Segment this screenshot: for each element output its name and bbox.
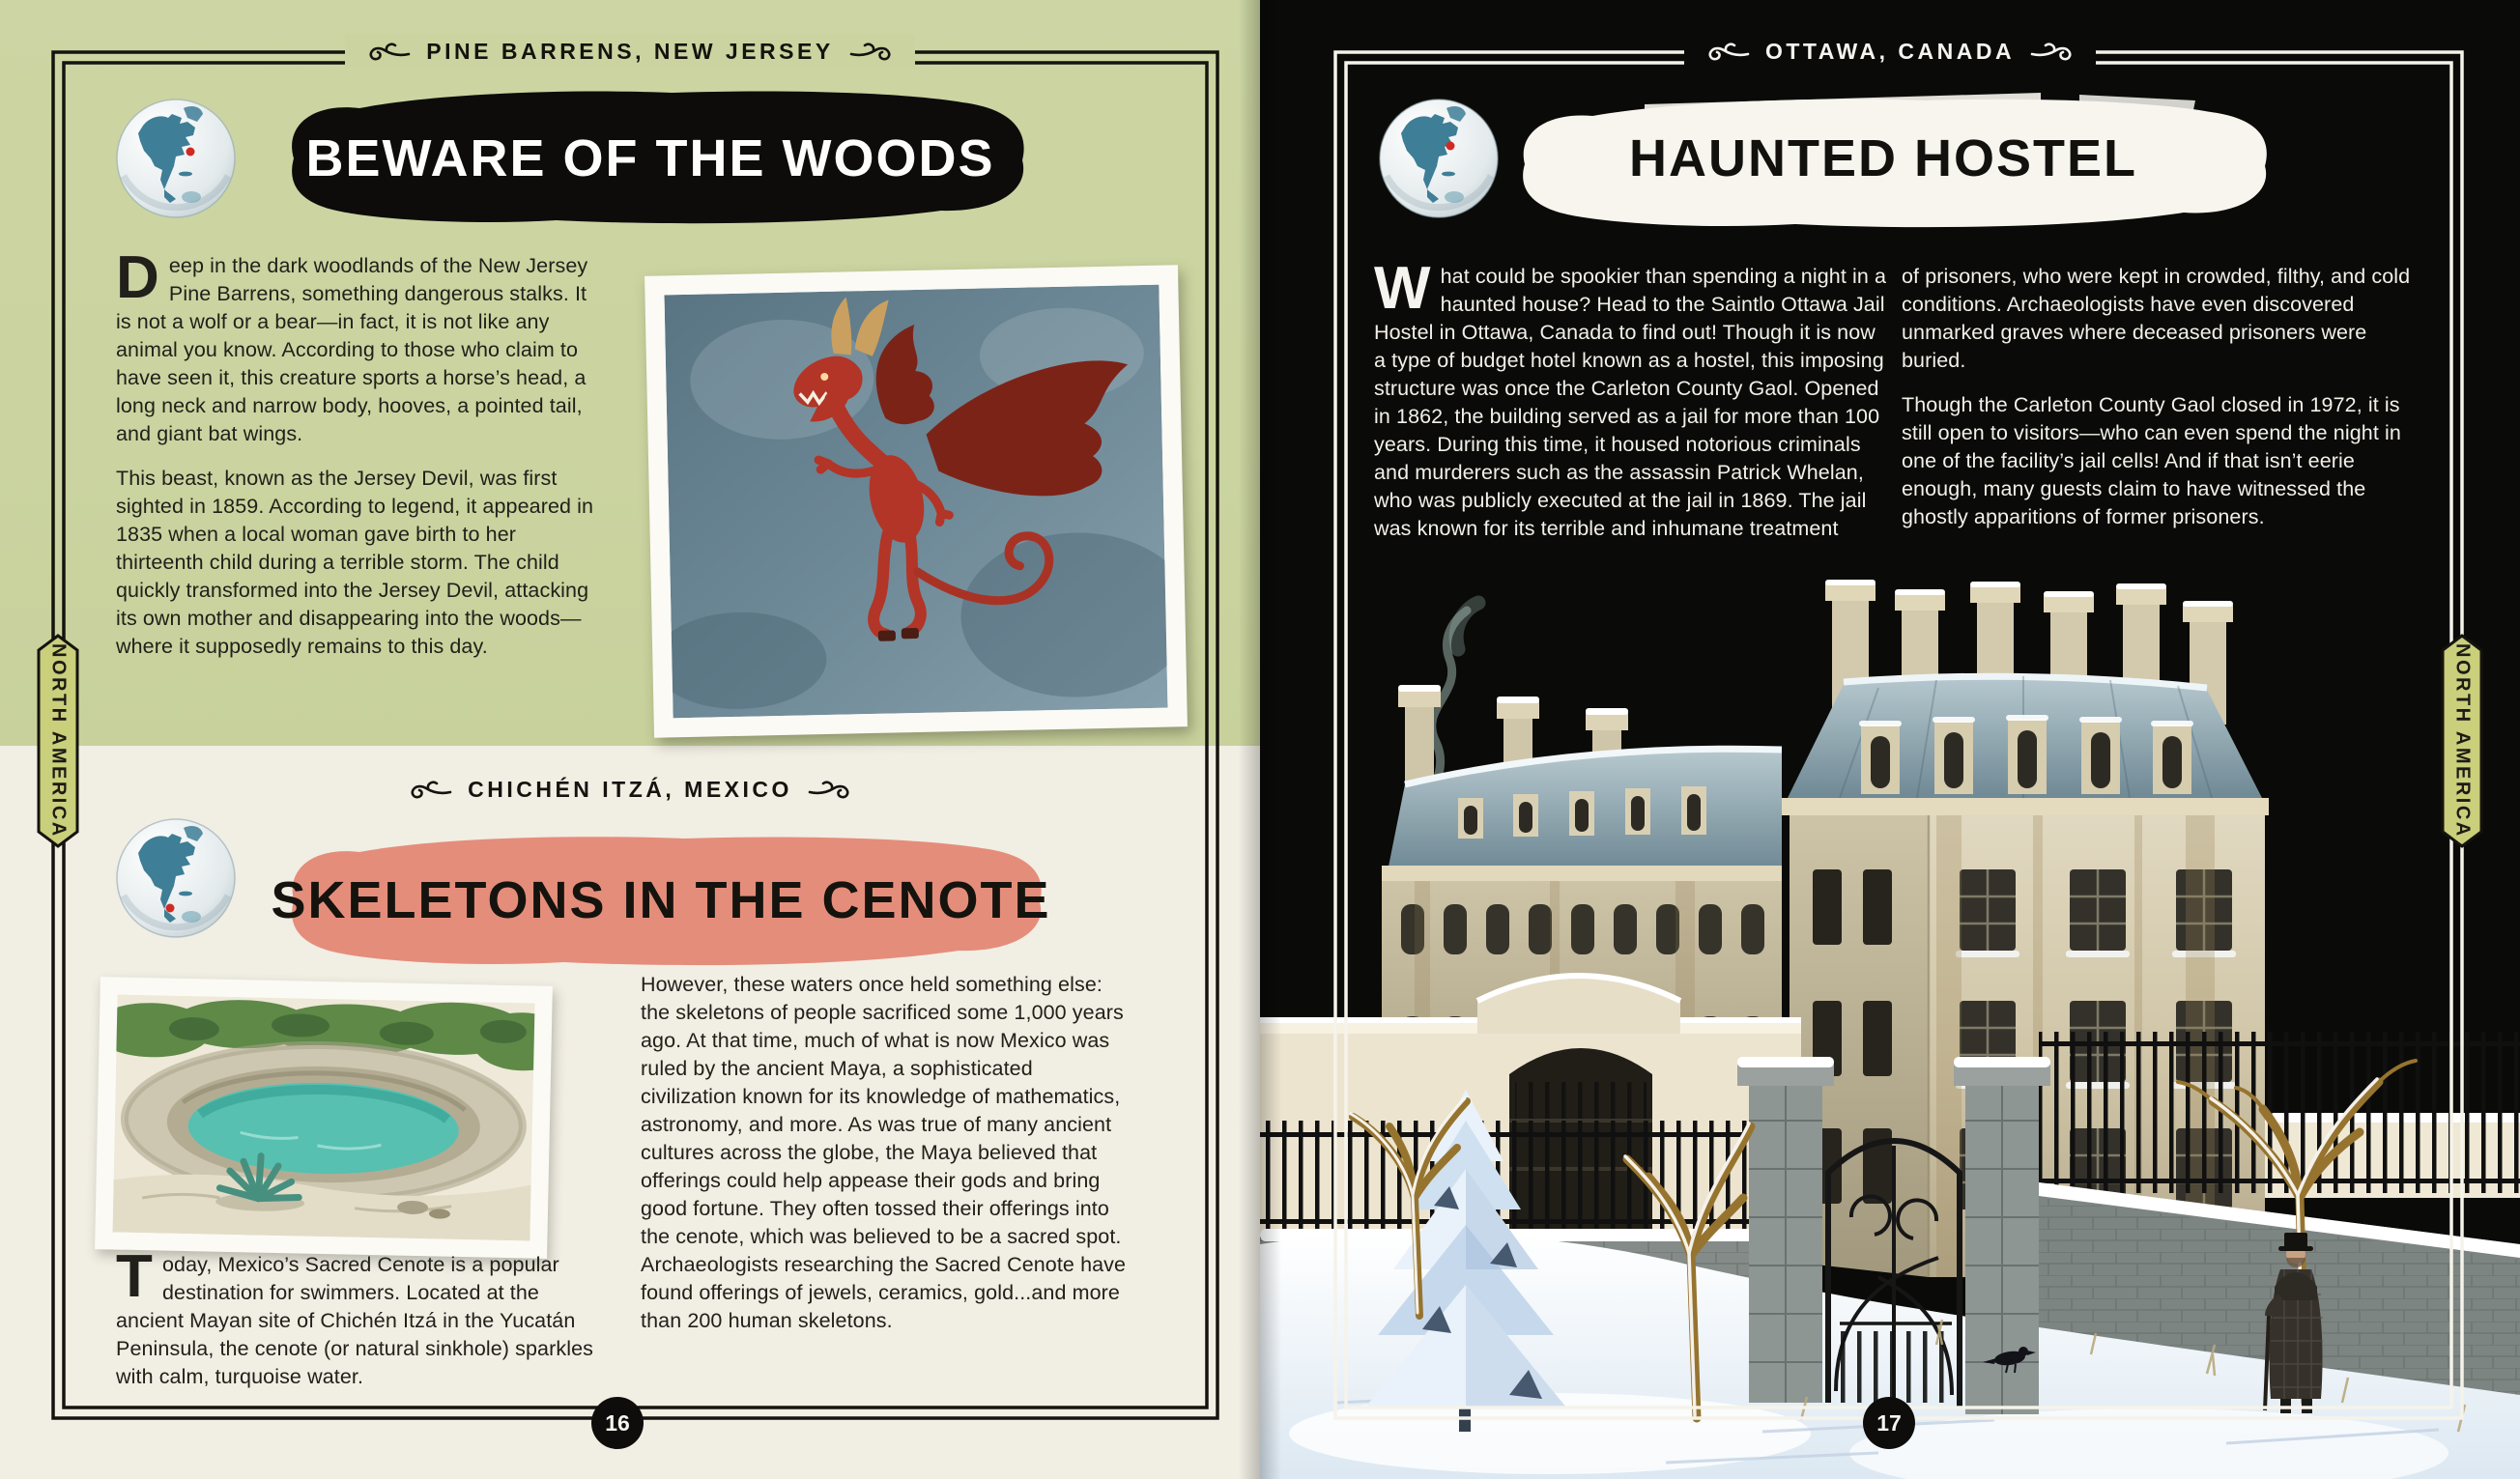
section1-paragraph-1: Deep in the dark woodlands of the New Jersey Pine Barrens, something dangerous stalks. It is not a wolf or a bear—in fact, it is not like any animal you know. According to those who claim to have seen it, this creature sports a horse’s head, a long neck and narrow body, hooves, a pointed tail, and giant bat wings.: [116, 244, 588, 445]
section2-left-paragraph: Today, Mexico’s Sacred Cenote is a popular destination for swimmers. Located at the ancient Mayan site of Chichén Itzá in the Yucatán Peninsula, the cenote (or natural sinkhole) sparkles with calm, turquoise water.: [116, 1243, 593, 1388]
region-tab-north-america: [2439, 633, 2485, 849]
page-right: [1260, 0, 2520, 1479]
page-number-left: 16: [591, 1397, 644, 1449]
section2-kicker-row: [0, 773, 1260, 807]
globe-north-america-icon: [114, 97, 238, 220]
right-kicker-row: [1260, 35, 2520, 69]
cenote-illustration: [95, 977, 553, 1259]
swirl-ornament-left-icon: [364, 42, 411, 63]
section2-dropcap: T: [116, 1243, 153, 1310]
page-number-right: 17: [1863, 1397, 1915, 1449]
right-col1-paragraph: What could be spookier than spending a night in a haunted house? Head to the Saintlo Ottawa Jail Hostel in Ottawa, Canada to find out! Though it is now a type of budget hotel known as a hostel, this imposing structure was once the Carleton County Gaol. Opened in 1862, the building served as a jail for more than 100 years. During this time, it housed notorious criminals and murderers such as the assassin Patrick Whelan, who was publicly executed at the jail in 1869. The jail was known for its terrible and inhumane treatment: [1374, 255, 1887, 540]
title-banner-section1: [267, 87, 1034, 230]
region-tab-label: NORTH AMERICA: [47, 643, 70, 839]
swirl-ornament-right-icon: [2030, 42, 2076, 63]
right-column-1: [1374, 255, 1890, 543]
section2-title: SKELETONS IN THE CENOTE: [271, 871, 1051, 929]
section1-dropcap: D: [116, 244, 159, 311]
right-column-2: [1902, 263, 2418, 531]
region-tab-label: NORTH AMERICA: [2451, 643, 2474, 839]
section1-body: [116, 244, 601, 661]
section1-kicker: PINE BARRENS, NEW JERSEY: [426, 39, 834, 64]
prison-illustration: [1260, 580, 2520, 1479]
right-kicker: OTTAWA, CANADA: [1764, 39, 2016, 64]
section1-title: BEWARE OF THE WOODS: [305, 129, 995, 187]
section2-left-column: [116, 1243, 601, 1391]
globe-north-america-icon: [1377, 97, 1501, 220]
region-tab-north-america: [35, 633, 81, 849]
section1-paragraph-2: This beast, known as the Jersey Devil, was first sighted in 1859. According to legend, it appeared in 1835 when a local woman gave birth to her thirteenth child during a terrible storm. The child quickly transformed into the Jersey Devil, attacking its own mother and disappearing into the woods—where it supposedly remains to this day.: [116, 467, 594, 658]
section1-kicker-row: [0, 35, 1260, 69]
section2-right-column: [641, 971, 1128, 1335]
globe-north-america-icon: [114, 816, 238, 940]
title-banner-right: [1500, 83, 2267, 234]
swirl-ornament-left-icon: [406, 780, 452, 801]
section2-kicker: CHICHÉN ITZÁ, MEXICO: [468, 777, 792, 802]
right-dropcap: W: [1374, 255, 1431, 322]
swirl-ornament-left-icon: [1704, 42, 1750, 63]
jersey-devil-illustration: [644, 265, 1188, 737]
title-banner-section2: [269, 833, 1053, 968]
right-col2-paragraph-2: Though the Carleton County Gaol closed in 1972, it is still open to visitors—who can even spend the night in one of the facility’s jail cells! And if that isn’t eerie enough, many guests claim to have witnessed the ghostly apparitions of former prisoners.: [1902, 393, 2401, 528]
swirl-ornament-right-icon: [849, 42, 896, 63]
right-col2-paragraph-1: of prisoners, who were kept in crowded, filthy, and cold conditions. Archaeologists have even discovered unmarked graves where deceased prisoners were buried.: [1902, 265, 2411, 372]
section2-right-paragraph: However, these waters once held something else: the skeletons of people sacrificed some 1,000 years ago. At that time, much of what is now Mexico was ruled by the ancient Maya, a sophisticated civilization known for its knowledge of mathematics, astronomy, and more. As was true of many ancient cultures across the globe, the Maya believed that offerings could help appease their gods and bring good fortune. They often tossed their offerings into the cenote, which was believed to be a sacred spot. Archaeologists researching the Sacred Cenote have found offerings of jewels, ceramics, gold...and more than 200 human skeletons.: [641, 973, 1127, 1332]
right-title: HAUNTED HOSTEL: [1629, 129, 2137, 187]
swirl-ornament-right-icon: [808, 780, 854, 801]
